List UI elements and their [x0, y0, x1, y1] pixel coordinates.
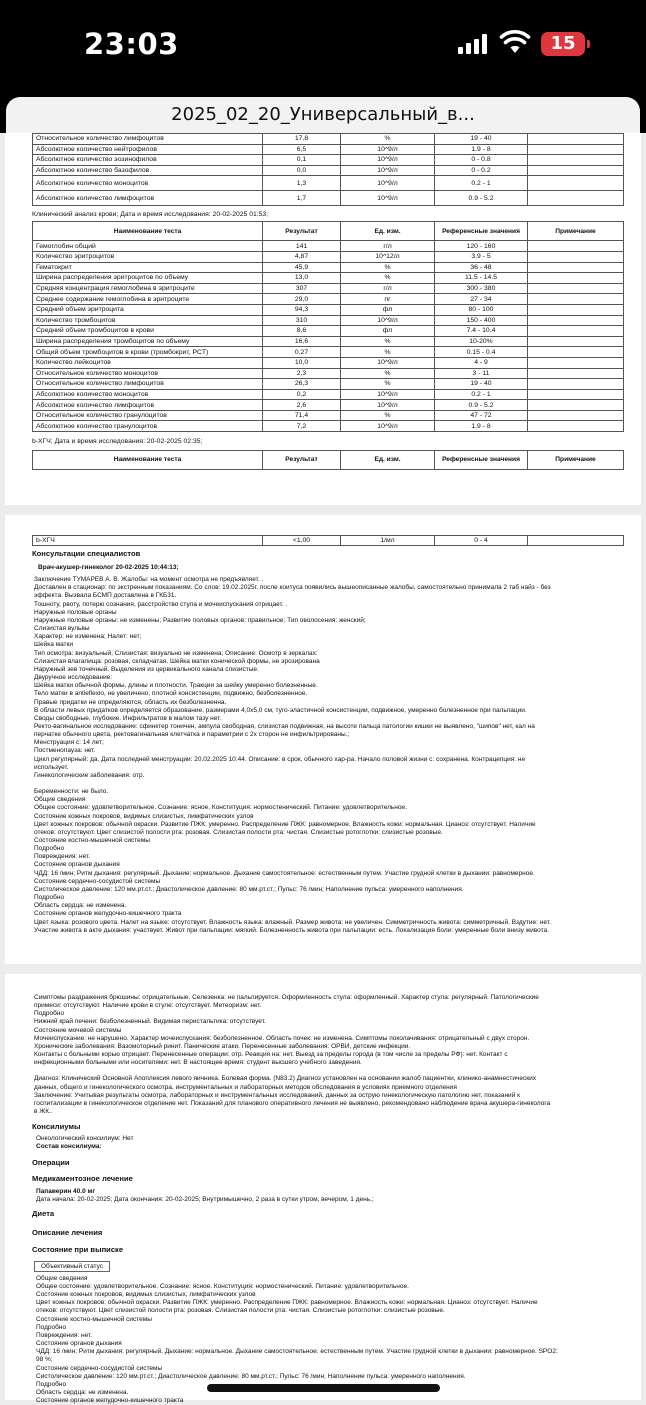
table-row	[33, 326, 624, 337]
table-cell: Абсолютное количество эозинофилов	[33, 155, 263, 166]
table-cell	[528, 347, 624, 358]
text-line: Характер: не изменена; Налет: нет;	[34, 633, 142, 641]
table-cell	[528, 191, 624, 206]
text-line: Состояние органов дыхания	[36, 1340, 122, 1348]
text-line: Наружные половые органы	[34, 608, 117, 616]
text-line: Доставлен в стационар: по экстренным показаниям. Со слов: 19.02.2025г. после коитуса появились вышеописанные жалобы, самостоятельно принимала 2 таб найз - без	[34, 584, 551, 592]
text-line: Постменопауза: нет.	[34, 747, 96, 755]
table-cell	[528, 144, 624, 155]
table-row	[33, 347, 624, 358]
text-line: использует.	[34, 763, 69, 771]
text-line: Цвет языка: розового цвета. Налет на языке: отсутствует. Влажность языка: влажный. Размер живота: не увеличен. Симметричность живота: симметричный. Вздутие: нет.	[34, 918, 551, 926]
text-line: Тошноту, рвоту, потерю сознания, расстройство стула и мочеиспускания отрицает. .	[34, 600, 288, 608]
table-cell: 10^9/л	[341, 165, 435, 176]
column-header: Наименование теста	[33, 451, 263, 470]
text-line: Хронические заболевания: Вазомоторный ринит. Панические атаки. Перенесенные заболевания: ОРВИ, детские инфекции.	[34, 1042, 411, 1050]
column-header: Результат	[263, 222, 341, 241]
table-cell: Количество эритроцитов	[33, 251, 263, 262]
table-cell: Относительное количество лимфоцитов	[33, 379, 263, 390]
text-line: Мочеиспускание: не нарушено. Характер мочеиспускания: безболезненное. Область почек: не изменена. Симптомы поколачивания: отрицательный с двух сторон.	[34, 1034, 530, 1042]
document-page-3	[5, 974, 641, 1405]
text-line: инфекционными больными или носителями: нет. В настоящее время: студент высшего учебного заведения.	[34, 1059, 362, 1067]
table-row	[33, 536, 624, 546]
table-cell	[528, 273, 624, 284]
table-cell: Ширина распределения эритроцитов по объему	[33, 273, 263, 284]
cellular-signal-icon	[458, 34, 487, 54]
text-line: Состояние органов желудочно-кишечного тракта	[34, 910, 182, 918]
table-cell: 307	[263, 283, 341, 294]
blood-analysis-caption: Клинический анализ крови; Дата и время исследования: 20-02-2025 01:53;	[32, 211, 269, 219]
table-cell: Абсолютное количество базофилов	[33, 165, 263, 176]
text-line: Менструация с: 14 лет;	[34, 739, 104, 747]
text-line: Повреждения: нет.	[36, 1331, 93, 1339]
table-cell: 10^9/л	[341, 421, 435, 432]
table-cell: Гемоглобин общий	[33, 241, 263, 252]
text-line: Подробно	[34, 894, 65, 902]
text-line: 98 %;	[36, 1356, 53, 1364]
table-cell	[528, 357, 624, 368]
table-cell: 10^9/л	[341, 155, 435, 166]
table-cell	[528, 262, 624, 273]
table-row	[33, 421, 624, 432]
text-line: Состояние костно-мышечной системы	[34, 837, 150, 844]
table-cell: Гематокрит	[33, 262, 263, 273]
table-cell: 10^9/л	[341, 176, 435, 191]
text-line: Ректо-вагинальное исследование: сфинктер тоничен, ампула свободная, слизистая подвижная, на высоте пальца патологии кишки не выявлено, "шипов" нет, кал на	[34, 722, 535, 730]
table-cell: 19 - 40	[435, 379, 528, 390]
table-cell	[528, 134, 624, 145]
column-header: Референсные значения	[435, 451, 528, 470]
text-line: Область сердца: не изменена.	[36, 1389, 129, 1396]
table-cell: 0 - 0.2	[435, 165, 528, 176]
table-cell: 2,3	[263, 368, 341, 379]
column-header: Примечание	[528, 451, 624, 470]
table-cell: %	[341, 134, 435, 145]
text-line: Заключение ТУМАРЕВ А. В. Жалобы: на момент осмотра не предъявляет. .	[34, 576, 264, 584]
table-cell	[528, 410, 624, 421]
table-cell: 300 - 380	[435, 283, 528, 294]
table-cell	[528, 283, 624, 294]
table-row	[33, 155, 624, 166]
text-line: Подробно	[36, 1323, 67, 1331]
table-cell	[528, 165, 624, 176]
text-line: Беременности: не было.	[34, 788, 109, 796]
table-cell: Среднее содержание гемоглобина в эритроците	[33, 294, 263, 305]
table-row	[33, 176, 624, 191]
table-cell: 8,6	[263, 326, 341, 337]
table-cell: 10^9/л	[341, 144, 435, 155]
text-line: перчатке обычного цвета, ректовагинальная клетчатка и параметрии с 2х сторон не инфильтрированы.;	[34, 731, 350, 739]
text-line: Своды свободные, глубокие. Инфильтратов в малом тазу нет.	[34, 714, 222, 722]
text-line: Состояние сердечно-сосудистой системы	[34, 877, 161, 885]
table-cell: 10^9/л	[341, 389, 435, 400]
text-line: Цикл регулярный: да. Дата последней менструации: 20.02.2025 10:44. Описание: в срок, обычного хар-ра. Начало половой жизни с: сохранена. Контрацепция: не	[34, 755, 526, 763]
text-line: ЧДД: 16 /мин; Ритм дыхания: регулярный. Дыхание: нормальное. Дыхание самостоятельное: естественным путем. Участие грудной клетки в дыхании: равномерное.	[34, 869, 535, 877]
text-line: Шейка матки	[34, 641, 74, 649]
battery-tip	[587, 40, 590, 48]
text-line: Тело матки в antieflexio, не увеличено, плотной консистенции, подвижно, безболезненное.	[34, 690, 308, 698]
table-cell: 45,9	[263, 262, 341, 273]
table-cell: 7.4 - 10.4	[435, 326, 528, 337]
table-cell	[528, 315, 624, 326]
table-cell: 2,6	[263, 400, 341, 411]
text-line: Цвет кожных покровов: обычной окраски. Развитие ПЖК: умеренно. Распределение ПЖК: равномерное. Влажность кожи: нормальная. Цианоз: отсутствует. Наличие	[34, 820, 536, 828]
text-line: Правые придатки не определяются, область их безболезненна.	[34, 698, 227, 706]
text-line: в ЖК..	[34, 1108, 53, 1116]
table-row	[33, 410, 624, 421]
table-cell: 4,87	[263, 251, 341, 262]
discharge-status-heading: Состояние при выписке	[32, 1244, 124, 1254]
table-cell: 16,6	[263, 336, 341, 347]
table-row	[33, 357, 624, 368]
table-cell: 10^9/л	[341, 191, 435, 206]
table-cell: 27 - 34	[435, 294, 528, 305]
table-cell: фл	[341, 326, 435, 337]
table-cell: 0.9 - 5.2	[435, 400, 528, 411]
table-row	[33, 165, 624, 176]
text-line: Наружные половые органы: не изменены; Развитие половых органов: правильное; Тип оволосения: женский;	[34, 616, 366, 624]
text-line: Повреждения: нет.	[34, 853, 91, 861]
text-line: Нижний край печени: безболезненный. Видимая перистальтика: отсутствует.	[34, 1018, 266, 1026]
table-row	[33, 336, 624, 347]
text-line: отеков: отсутствуют. Цвет слизистой полости рта: розовая. Слизистая полости рта: чистая. Слизистые ротоглотки: слизистые розовые.	[36, 1307, 445, 1315]
text-line: Состояние кожных покровов, видимых слизистых, лимфатических узлов	[36, 1291, 256, 1299]
table-cell: Количество лейкоцитов	[33, 357, 263, 368]
text-line: Наружный зев точечный. Выделения из цервикального канала слизистые.	[34, 665, 259, 673]
table-cell: 0,27	[263, 347, 341, 358]
table-cell: Относительное количество гранулоцитов	[33, 410, 263, 421]
table-cell: Абсолютное количество моноцитов	[33, 176, 263, 191]
table-cell: Относительное количество лимфоцитов	[33, 134, 263, 145]
text-line: Состояние органов дыхания	[34, 861, 120, 869]
text-line: Общее состояние: удовлетворительное. Сознание: ясное. Конституция: нормостенический. Питание: удовлетворительное.	[36, 1282, 409, 1290]
wifi-icon	[500, 30, 530, 54]
consultations-heading: Консультации специалистов	[32, 549, 141, 558]
table-cell: %	[341, 347, 435, 358]
table-cell: b-ХГЧ	[33, 536, 263, 546]
text-line: ЧДД: 16 /мин; Ритм дыхания: регулярный. Дыхание: нормальное. Дыхание самостоятельное: естественным путем. Участие грудной клетки в дыхании: равномерное. SPO2:	[36, 1348, 558, 1356]
table-cell: фл	[341, 304, 435, 315]
table-cell: 141	[263, 241, 341, 252]
table-cell	[528, 326, 624, 337]
text-line: Общие сведения	[36, 1274, 88, 1282]
table-cell: %	[341, 336, 435, 347]
table-cell: пг	[341, 294, 435, 305]
table-cell: %	[341, 379, 435, 390]
column-header: Ед. изм.	[341, 222, 435, 241]
table-cell: 71,4	[263, 410, 341, 421]
table-cell: 1/мл	[341, 536, 435, 546]
table-row	[33, 251, 624, 262]
table-cell: 4 - 9	[435, 357, 528, 368]
table-row	[33, 400, 624, 411]
table-cell	[528, 368, 624, 379]
table-cell: 310	[263, 315, 341, 326]
table-cell: 29,0	[263, 294, 341, 305]
table-cell: %	[341, 368, 435, 379]
text-line: Подробно	[34, 1010, 65, 1018]
lab-table-top	[32, 133, 624, 206]
document-page-2	[5, 515, 641, 964]
text-line: Состояние органов желудочно-кишечного тракта	[36, 1397, 184, 1405]
table-cell	[528, 400, 624, 411]
table-cell: 10^9/л	[341, 315, 435, 326]
medication-name: Папаверин 40.0 мг	[36, 1187, 96, 1195]
table-row	[33, 144, 624, 155]
table-cell: Средний объем эритроцита	[33, 304, 263, 315]
treatment-description-heading: Описание лечения	[32, 1227, 103, 1237]
home-indicator[interactable]	[207, 1384, 440, 1392]
text-line: Тип осмотра: визуальный; Слизистая: визуально не изменена; Описание: Осмотр в зеркалах:	[34, 649, 318, 657]
column-header: Примечание	[528, 222, 624, 241]
text-line: Общие сведения	[34, 796, 86, 804]
table-row	[33, 294, 624, 305]
table-cell: %	[341, 262, 435, 273]
table-row	[33, 379, 624, 390]
text-line: Общее состояние: удовлетворительное. Сознание: ясное. Конституция: нормостенический. Питание: удовлетворительное.	[34, 804, 407, 812]
text-line: Гинекологические заболевания: отр.	[34, 771, 145, 779]
text-line: Диагноз: Клинический Основной Апоплексия левого яичника. Болевая форма. (N83.2) Диагноз установлен на основании жалоб пациентки, клинико-анамнестических	[34, 1075, 536, 1083]
table-cell: %	[341, 273, 435, 284]
council-composition: Состав консилиума:	[36, 1143, 102, 1151]
blood-analysis-table	[32, 221, 624, 432]
table-cell: 10,0	[263, 357, 341, 368]
table-cell: 26,3	[263, 379, 341, 390]
table-cell: 10^12/л	[341, 251, 435, 262]
table-cell	[528, 241, 624, 252]
table-cell: 0,1	[263, 155, 341, 166]
hcg-table-header	[32, 450, 624, 470]
table-cell: 80 - 100	[435, 304, 528, 315]
text-line: Состояние кожных покровов, видимых слизистых, лимфатических узлов	[34, 812, 254, 820]
table-cell: Средний объем тромбоцитов в крови	[33, 326, 263, 337]
hcg-table	[32, 535, 624, 546]
table-cell: 0,0	[263, 165, 341, 176]
column-header: Наименование теста	[33, 222, 263, 241]
doctor-line: Врач-акушер-гинеколог 20-02-2025 10:44:13;	[38, 564, 179, 571]
text-line: Заключение: Учитывая результаты осмотра, лабораторных и инструментальных исследований, данных за острую гинекологическую патологию нет, показаний к	[34, 1091, 520, 1099]
text-line: примеси: отсутствуют. Наличие крови в стуле: отсутствует. Метеоризм: нет.	[34, 1002, 262, 1010]
table-cell: Абсолютное количество лимфоцитов	[33, 191, 263, 206]
diet-heading: Диета	[32, 1208, 55, 1218]
column-header: Референсные значения	[435, 222, 528, 241]
text-line: Слизистая вульвы	[34, 625, 90, 633]
text-line: Слизистая влагалища: розовая, складчатая. Шейка матки конической формы, не эрозирована	[34, 657, 320, 665]
column-header: Результат	[263, 451, 341, 470]
table-row	[33, 262, 624, 273]
table-cell: Ширина распределения тромбоцитов по объему	[33, 336, 263, 347]
column-header: Ед. изм.	[341, 451, 435, 470]
table-cell: 0 - 0.8	[435, 155, 528, 166]
table-cell: 17,8	[263, 134, 341, 145]
text-line: Состояние мочевой системы	[34, 1026, 122, 1034]
text-line: Симптомы раздражения брюшины: отрицательные. Селезенка: не пальпируется. Оформленность стула: оформленный. Характер стула: регулярный. Патологические	[34, 994, 539, 1001]
table-cell: г/л	[341, 283, 435, 294]
text-line: Шейка матки обычной формы, длины и плотности. Тракции за шейку умеренно болезненные.	[34, 682, 318, 690]
table-cell: 94,3	[263, 304, 341, 315]
table-cell: 19 - 40	[435, 134, 528, 145]
text-line: Цвет кожных покровов: обычной окраски. Развитие ПЖК: умеренно. Распределение ПЖК: равномерное. Влажность кожи: нормальная. Цианоз: отсутствует. Наличие	[36, 1299, 538, 1307]
table-cell	[528, 294, 624, 305]
table-cell: Количество тромбоцитов	[33, 315, 263, 326]
table-row	[33, 368, 624, 379]
text-line: Контакты с больными корью отрицает. Перенесенные операции: отр. Реакция на: нет. Выезд за пределы города (в том числе за пределы РФ): нет. Контакт с	[34, 1051, 508, 1059]
operations-heading: Операции	[32, 1157, 70, 1167]
table-cell	[528, 176, 624, 191]
table-cell: 11.5 - 14.5	[435, 273, 528, 284]
table-cell: 1.9 - 8	[435, 421, 528, 432]
table-cell: 0.2 - 1	[435, 389, 528, 400]
text-line	[34, 780, 623, 788]
table-cell: 3 - 11	[435, 368, 528, 379]
table-cell: 36 - 48	[435, 262, 528, 273]
table-cell: 1,3	[263, 176, 341, 191]
table-row	[33, 304, 624, 315]
hcg-caption: b-ХГЧ; Дата и время исследования: 20-02-2025 02:35;	[32, 438, 203, 446]
table-cell: 7,2	[263, 421, 341, 432]
medication-detail: Дата начала: 20-02-2025; Дата окончания: 20-02-2025; Внутримышечно, 2 раза в сутки утром, вечером, 1 день.;	[36, 1195, 374, 1203]
table-cell: 150 - 400	[435, 315, 528, 326]
table-cell: <1,00	[263, 536, 341, 546]
table-cell: Абсолютное количество моноцитов	[33, 389, 263, 400]
table-cell	[528, 379, 624, 390]
councils-heading: Консилиумы	[32, 1122, 81, 1132]
table-cell: 0 - 4	[435, 536, 528, 546]
text-line: данных, общего и гинекологического осмотра, инструментальных и лабораторных методов обследования в условиях приемного отделения	[34, 1083, 457, 1091]
table-row	[33, 283, 624, 294]
table-cell: 120 - 160	[435, 241, 528, 252]
table-cell	[528, 336, 624, 347]
table-cell	[528, 389, 624, 400]
table-cell: Абсолютное количество лимфоцитов	[33, 400, 263, 411]
status-bar	[0, 0, 646, 88]
text-line: Подробно	[34, 845, 65, 853]
table-cell: 0.9 - 5.2	[435, 191, 528, 206]
table-cell: 10-20%	[435, 336, 528, 347]
text-line: Состояние костно-мышечной системы	[36, 1315, 152, 1323]
table-cell	[528, 251, 624, 262]
table-cell	[528, 304, 624, 315]
status-time: 23:03	[84, 27, 179, 61]
table-cell	[528, 421, 624, 432]
table-cell: Абсолютное количество нейтрофилов	[33, 144, 263, 155]
text-line: Двуручное исследование:	[34, 674, 113, 682]
table-cell: 13,0	[263, 273, 341, 284]
text-line: В области левых придатков определяется образование, размерами 4,0x5,0 см, туго-эластичной консистенции, подвижное, умеренно болезненное при пальпации.	[34, 706, 527, 714]
objective-status-button[interactable]: Объективный статус	[34, 1261, 110, 1272]
table-cell: %	[341, 410, 435, 421]
table-cell: 10^9/л	[341, 400, 435, 411]
document-page-1	[5, 133, 641, 505]
table-cell: Общий объем тромбоцитов в крови (тромбокрит, PCT)	[33, 347, 263, 358]
table-cell: 1.9 - 8	[435, 144, 528, 155]
table-row	[33, 241, 624, 252]
text-line: госпитализации в гинекологическое отделение нет. Показаний для планового оперативного лечения не выявлено, рекомендовано наблюдение врача акушера-гинеколога	[34, 1099, 551, 1107]
table-row	[33, 389, 624, 400]
text-line: Систолическое давление: 120 мм.рт.ст.; Диастолическое давление: 80 мм.рт.ст.; Пульс: 76 /мин; Наполнение пульса: умеренного наполнения.	[36, 1372, 466, 1380]
table-cell: 47 - 72	[435, 410, 528, 421]
text-line: отеков: отсутствуют. Цвет слизистой полости рта: розовая. Слизистая полости рта: чистая. Слизистые ротоглотки: слизистые розовые.	[34, 828, 443, 836]
onco-council-line: Онкологический консилиум: Нет	[36, 1135, 134, 1143]
table-cell: 0.15 - 0.4	[435, 347, 528, 358]
text-line: Состояние сердечно-сосудистой системы	[36, 1364, 163, 1372]
consultation-text-continued	[32, 994, 623, 1116]
medication-heading: Медикаментозное лечение	[32, 1173, 133, 1183]
table-cell: Средняя концентрация гемоглобина в эритроците	[33, 283, 263, 294]
table-cell: 0.2 - 1	[435, 176, 528, 191]
table-cell: г/л	[341, 241, 435, 252]
table-cell: Относительное количество моноцитов	[33, 368, 263, 379]
table-cell: 3.9 - 5	[435, 251, 528, 262]
table-cell: Абсолютное количество гранулоцитов	[33, 421, 263, 432]
text-line: Область сердца: не изменена.	[34, 902, 127, 910]
table-cell: 1,7	[263, 191, 341, 206]
table-cell: 6,5	[263, 144, 341, 155]
table-cell: 10^9/л	[341, 357, 435, 368]
text-line: Участие живота в акте дыхания: участвует. Живот при пальпации: мягкий. Болезненность живота при пальпации: есть. Локализация боли: умеренные боли внизу живота.	[34, 926, 549, 934]
table-cell: 0,2	[263, 389, 341, 400]
table-cell	[528, 536, 624, 546]
table-row	[33, 134, 624, 145]
table-row	[33, 273, 624, 284]
table-cell	[528, 155, 624, 166]
text-line: эффекта. Вызвала БСМП доставлена в ГКБ31.	[34, 592, 177, 600]
table-row	[33, 315, 624, 326]
table-row	[33, 191, 624, 206]
text-line: Систолическое давление: 120 мм.рт.ст.; Диастолическое давление: 80 мм.рт.ст.; Пульс: 76 /мин; Наполнение пульса: умеренного наполнения.	[34, 885, 464, 893]
consultation-text	[32, 576, 623, 935]
document-title[interactable]: 2025_02_20_Универсальный_в...	[6, 97, 640, 133]
battery-icon: 15	[541, 32, 585, 56]
text-line: Подробно	[36, 1380, 67, 1388]
